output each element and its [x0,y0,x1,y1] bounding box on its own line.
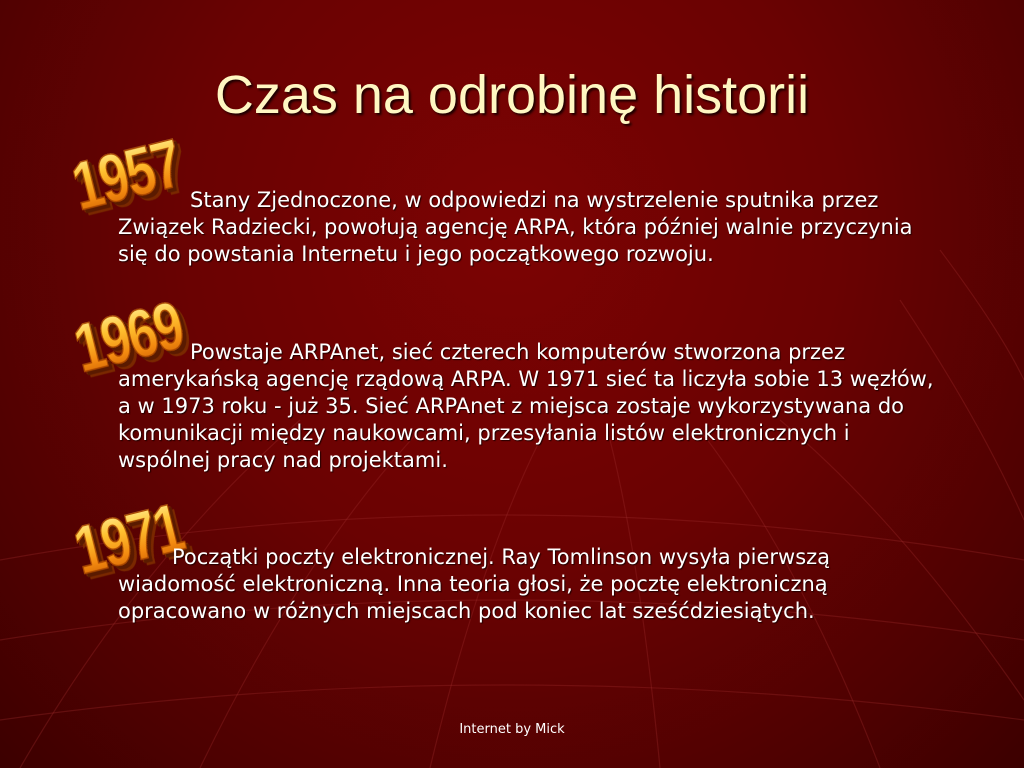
slide-footer: Internet by Mick [459,722,565,737]
paragraph-1957: Stany Zjednoczone, w odpowiedzi na wystrzelenie sputnika przez Związek Radziecki, powołują agencję ARPA, która później walnie przyczynia się do powstania Internetu i jego początkowego rozwoju. [118,188,913,266]
year-1971-wordart: 1971 [67,490,190,590]
year-1957-wordart: 1957 [65,126,188,226]
slide-title: Czas na odrobinę historii [214,65,810,125]
paragraph-1971: Początki poczty elektronicznej. Ray Tomlinson wysyła pierwszą wiadomość elektroniczną. Inna teoria głosi, że pocztę elektroniczną opracowano w różnych miejscach pod koniec lat sześćdziesiątych. [118,545,831,623]
year-1969-wordart: 1969 [67,288,190,388]
paragraph-1969: Powstaje ARPAnet, sieć czterech komputerów stworzona przez amerykańską agencję rządową ARPA. W 1971 sieć ta liczyła sobie 13 węzłów, a w 1973 roku - już 35. Sieć ARPAnet z miejsca zostaje wykorzystywana do komunikacji między naukowcami, przesyłania listów elektronicznych i wspólnej pracy nad projektami. [118,340,934,472]
